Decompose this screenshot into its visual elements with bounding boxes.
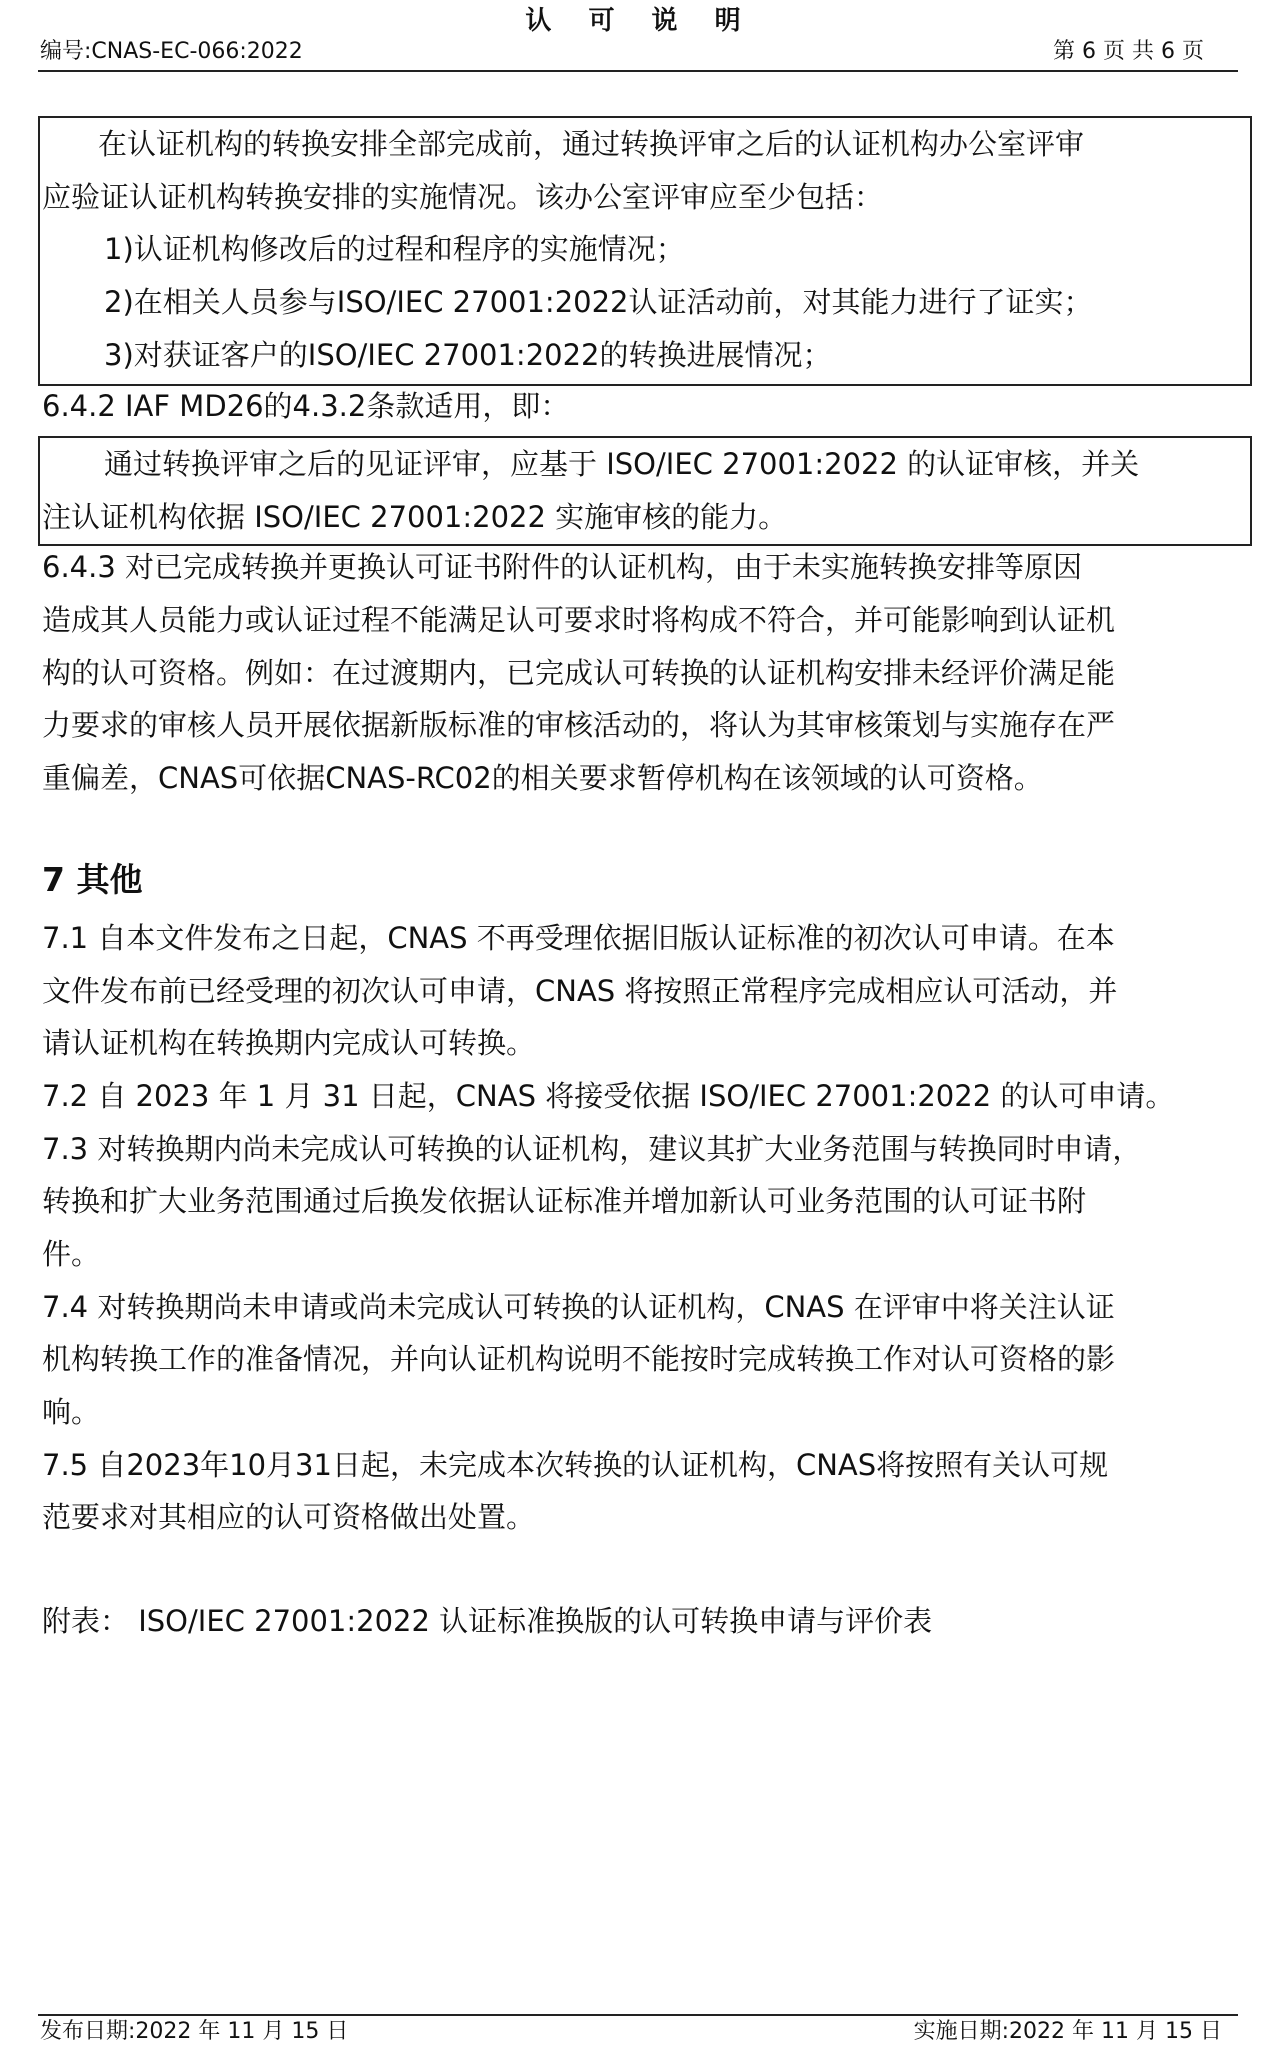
page-info: 第 6 页 共 6 页	[1053, 39, 1204, 64]
footer-rule	[38, 2014, 1238, 2016]
section-7-line: 7.3 对转换期内尚未完成认可转换的认证机构，建议其扩大业务范围与转换同时申请，	[42, 1132, 1142, 1166]
box2-line: 通过转换评审之后的见证评审，应基于 ISO/IEC 27001:2022 的认证审核，并关	[104, 447, 1140, 481]
section-7-line: 件。	[42, 1237, 101, 1271]
box1-item: 2)在相关人员参与ISO/IEC 27001:2022认证活动前，对其能力进行了证实；	[104, 285, 1093, 319]
box1-line: 应验证认证机构转换安排的实施情况。该办公室评审应至少包括：	[42, 180, 884, 214]
clause-6-4-3-line: 力要求的审核人员开展依据新版标准的审核活动的，将认为其审核策划与实施存在严	[42, 708, 1116, 742]
section-7-line: 响。	[42, 1395, 101, 1429]
effective-date: 实施日期:2022 年 11 月 15 日	[913, 2019, 1222, 2044]
box1-item: 1)认证机构修改后的过程和程序的实施情况；	[104, 232, 685, 266]
publish-date: 发布日期:2022 年 11 月 15 日	[40, 2019, 349, 2044]
box1-item: 3)对获证客户的ISO/IEC 27001:2022的转换进展情况；	[104, 338, 832, 372]
section-7-line: 7.5 自2023年10月31日起，未完成本次转换的认证机构，CNAS将按照有关认可规	[42, 1448, 1109, 1482]
box2-line: 注认证机构依据 ISO/IEC 27001:2022 实施审核的能力。	[42, 500, 788, 534]
clause-6-4-3-line: 构的认可资格。例如：在过渡期内，已完成认可转换的认证机构安排未经评价满足能	[42, 656, 1116, 690]
section-7-heading: 7 其他	[42, 860, 143, 899]
box1-line: 在认证机构的转换安排全部完成前，通过转换评审之后的认证机构办公室评审	[98, 127, 1085, 161]
clause-6-4-3-line: 6.4.3 对已完成转换并更换认可证书附件的认证机构，由于未实施转换安排等原因	[42, 550, 1083, 584]
section-7-line: 转换和扩大业务范围通过后换发依据认证标准并增加新认可业务范围的认可证书附	[42, 1184, 1087, 1218]
clause-6-4-2: 6.4.2 IAF MD26的4.3.2条款适用，即：	[42, 389, 570, 423]
clause-6-4-3-line: 造成其人员能力或认证过程不能满足认可要求时将构成不符合，并可能影响到认证机	[42, 603, 1116, 637]
section-7-line: 7.4 对转换期尚未申请或尚未完成认可转换的认证机构，CNAS 在评审中将关注认证	[42, 1290, 1115, 1324]
appendix-reference: 附表： ISO/IEC 27001:2022 认证标准换版的认可转换申请与评价表	[42, 1604, 933, 1638]
document-type-title: 认 可 说 明	[525, 6, 755, 36]
section-7-line: 请认证机构在转换期内完成认可转换。	[42, 1026, 536, 1060]
section-7-line: 范要求对其相应的认可资格做出处置。	[42, 1500, 536, 1534]
section-7-line: 机构转换工作的准备情况，并向认证机构说明不能按时完成转换工作对认可资格的影	[42, 1342, 1116, 1376]
header-rule	[38, 70, 1238, 72]
section-7-line: 7.2 自 2023 年 1 月 31 日起，CNAS 将接受依据 ISO/IEC 27001:2022 的认可申请。	[42, 1079, 1175, 1113]
document-number: 编号:CNAS-EC-066:2022	[40, 39, 303, 64]
section-7-line: 7.1 自本文件发布之日起，CNAS 不再受理依据旧版认证标准的初次认可申请。在本	[42, 921, 1115, 955]
clause-6-4-3-line: 重偏差，CNAS可依据CNAS-RC02的相关要求暂停机构在该领域的认可资格。	[42, 761, 1043, 795]
section-7-line: 文件发布前已经受理的初次认可申请，CNAS 将按照正常程序完成相应认可活动，并	[42, 974, 1118, 1008]
